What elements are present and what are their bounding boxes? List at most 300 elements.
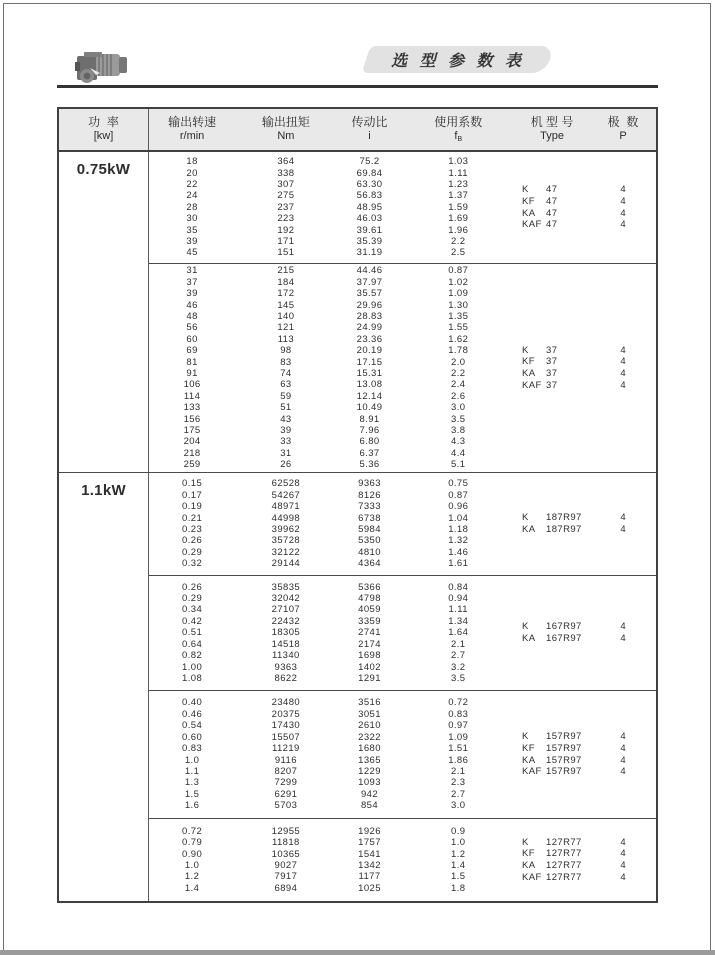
speed-value: 60 [186, 333, 198, 345]
speed-value: 1.4 [184, 882, 200, 894]
ratio-value: 4364 [358, 558, 381, 570]
torque-value: 307 [277, 178, 295, 190]
torque-value: 27107 [271, 604, 301, 616]
table-body [59, 152, 656, 901]
factor-value: 1.55 [448, 322, 469, 334]
torque-value: 192 [277, 224, 295, 236]
torque-value: 8207 [274, 765, 298, 777]
ratio-value: 1229 [358, 765, 381, 777]
factor-value: 1.02 [448, 276, 469, 288]
torque-value: 113 [277, 333, 295, 345]
torque-value: 32122 [271, 546, 301, 558]
speed-column [149, 819, 235, 901]
model-series: KA [522, 524, 536, 535]
torque-value: 184 [277, 276, 295, 288]
model-label [522, 345, 557, 357]
speed-value: 0.23 [182, 524, 203, 535]
factor-value: 3.2 [451, 661, 466, 673]
factor-value: 1.35 [448, 310, 469, 322]
factor-value: 1.69 [448, 213, 469, 225]
model-series: KAF [522, 766, 542, 778]
poles-column [590, 473, 656, 575]
speed-value: 1.08 [182, 672, 203, 684]
poles-value: 4 [620, 195, 626, 207]
factor-value: 1.61 [448, 558, 469, 570]
model-code: 187R97 [546, 512, 582, 524]
factor-column [402, 819, 514, 901]
poles-column [590, 576, 656, 690]
speed-column [149, 691, 235, 818]
factor-value: 1.11 [448, 167, 468, 179]
speed-value: 156 [183, 413, 201, 425]
model-label [522, 512, 582, 524]
model-series: KAF [522, 219, 542, 231]
factor-value: 1.8 [451, 882, 466, 894]
speed-value: 45 [186, 247, 198, 259]
header-ratio [337, 109, 403, 150]
torque-value: 9116 [274, 754, 297, 766]
ratio-value: 4810 [358, 546, 381, 558]
torque-value: 44998 [271, 512, 301, 524]
ratio-value: 1093 [358, 777, 381, 789]
speed-value: 0.60 [182, 731, 203, 743]
header-ratio-unit: i [368, 130, 371, 142]
torque-value: 275 [277, 190, 295, 202]
data-block [149, 818, 656, 901]
speed-value: 0.64 [182, 638, 203, 650]
model-code: 127R77 [546, 860, 582, 871]
poles-column [590, 691, 656, 818]
model-series: KA [522, 207, 536, 219]
speed-value: 0.40 [182, 697, 203, 709]
type-column [514, 576, 590, 690]
ratio-value: 1025 [358, 882, 381, 894]
table-header [59, 109, 656, 152]
factor-value: 1.09 [448, 288, 469, 300]
header-service-factor-unit [402, 129, 514, 147]
speed-value: 114 [183, 390, 201, 402]
speed-value: 0.19 [182, 501, 203, 513]
ratio-value: 8.91 [359, 413, 380, 425]
ratio-column [337, 473, 403, 575]
ratio-value: 28.83 [356, 310, 383, 322]
poles-value: 4 [620, 344, 626, 356]
power-cell [59, 152, 149, 472]
speed-value: 0.26 [182, 535, 203, 547]
model-series: K [522, 512, 529, 524]
speed-value: 0.82 [182, 650, 203, 662]
ratio-value: 5.36 [359, 459, 380, 471]
factor-value: 0.72 [448, 697, 469, 709]
model-code: 47 [546, 195, 558, 207]
model-label [522, 621, 582, 633]
model-series: K [522, 621, 529, 633]
speed-value: 39 [186, 288, 198, 300]
ratio-value: 6738 [358, 512, 381, 524]
speed-value: 46 [186, 299, 198, 311]
ratio-column [337, 819, 403, 901]
poles-value: 4 [620, 754, 626, 766]
torque-value: 63 [280, 379, 292, 391]
factor-value: 0.83 [448, 708, 469, 720]
model-label [522, 356, 557, 368]
model-code: 47 [546, 219, 558, 231]
page-bottom-edge [0, 950, 715, 955]
ratio-value: 17.15 [356, 356, 383, 368]
factor-value: 0.9 [451, 825, 466, 837]
ratio-value: 9363 [358, 478, 381, 490]
factor-value: 1.11 [448, 604, 468, 616]
power-section [59, 152, 656, 472]
factor-value: 2.3 [451, 777, 466, 789]
model-series: KA [522, 860, 536, 871]
factor-value: 0.96 [448, 501, 469, 513]
type-column [514, 691, 590, 818]
speed-value: 1.5 [184, 788, 200, 800]
type-column [514, 264, 590, 472]
speed-value: 106 [183, 379, 201, 391]
type-column [514, 152, 590, 263]
model-series: KAF [522, 379, 542, 391]
factor-value: 3.5 [451, 672, 466, 684]
speed-value: 0.26 [182, 581, 203, 593]
speed-value: 1.2 [184, 871, 200, 883]
ratio-value: 1541 [358, 848, 381, 860]
factor-value: 2.6 [451, 390, 466, 402]
factor-value: 0.84 [448, 581, 469, 593]
torque-column [235, 473, 336, 575]
factor-value: 0.94 [448, 593, 469, 605]
ratio-value: 3516 [358, 697, 381, 709]
torque-column [235, 691, 336, 818]
speed-value: 1.0 [184, 860, 200, 871]
speed-value: 0.21 [182, 512, 203, 524]
torque-value: 9027 [274, 860, 298, 871]
ratio-value: 48.95 [356, 201, 383, 213]
ratio-value: 56.83 [356, 190, 383, 202]
factor-value: 2.4 [451, 379, 466, 391]
model-code: 47 [546, 207, 558, 219]
factor-value: 2.7 [451, 788, 466, 800]
torque-value: 5703 [274, 800, 298, 812]
data-block [149, 152, 656, 263]
model-series: KF [522, 356, 535, 368]
header-poles [590, 109, 656, 150]
ratio-column [337, 264, 403, 472]
torque-value: 17430 [271, 720, 301, 732]
model-label [522, 208, 557, 220]
factor-value: 0.97 [448, 720, 469, 732]
torque-value: 26 [280, 459, 292, 471]
speed-value: 35 [186, 224, 198, 236]
factor-value: 1.37 [448, 190, 469, 202]
torque-value: 6894 [274, 882, 298, 894]
model-series: KF [522, 848, 535, 860]
model-series: KA [522, 633, 536, 644]
ratio-value: 15.31 [356, 368, 383, 379]
ratio-value: 1365 [358, 754, 381, 766]
torque-value: 74 [280, 368, 292, 379]
speed-value: 175 [183, 425, 201, 437]
poles-value: 4 [620, 633, 626, 644]
factor-value: 3.5 [451, 413, 466, 425]
torque-value: 39962 [271, 524, 301, 535]
speed-value: 0.29 [182, 546, 203, 558]
ratio-value: 1342 [358, 860, 381, 871]
model-label [522, 184, 557, 196]
ratio-value: 13.08 [356, 379, 383, 391]
torque-value: 10365 [271, 848, 301, 860]
factor-value: 1.04 [448, 512, 469, 524]
torque-value: 98 [280, 345, 292, 357]
ratio-value: 2322 [358, 731, 381, 743]
torque-value: 171 [277, 236, 295, 248]
model-code: 127R77 [546, 848, 582, 860]
speed-value: 1.6 [184, 800, 200, 812]
ratio-column [337, 691, 403, 818]
poles-value: 4 [620, 184, 626, 196]
model-series: KA [522, 368, 536, 379]
ratio-value: 35.39 [356, 236, 383, 248]
model-code: 127R77 [546, 836, 582, 848]
factor-value: 1.0 [451, 837, 466, 849]
speed-value: 48 [186, 310, 198, 322]
torque-value: 338 [277, 167, 295, 179]
power-cell [59, 473, 149, 901]
speed-value: 91 [186, 368, 198, 379]
torque-value: 14518 [271, 638, 301, 650]
model-label [522, 380, 557, 392]
header-service-factor-cn: 使用系数 [434, 115, 483, 129]
header-power-unit: [kw] [93, 130, 114, 142]
factor-value: 2.2 [451, 368, 466, 379]
ratio-blocks [149, 152, 656, 472]
factor-value: 1.86 [448, 754, 469, 766]
speed-value: 0.29 [182, 593, 203, 605]
torque-value: 364 [277, 156, 295, 168]
ratio-value: 854 [361, 800, 379, 812]
torque-value: 23480 [271, 697, 301, 709]
torque-column [235, 264, 336, 472]
factor-value: 1.03 [448, 156, 469, 168]
poles-column [590, 264, 656, 472]
torque-value: 31 [280, 447, 292, 459]
torque-value: 43 [280, 413, 292, 425]
ratio-value: 5350 [358, 535, 381, 547]
factor-value: 1.5 [451, 871, 466, 883]
torque-value: 12955 [271, 825, 301, 837]
model-code: 157R97 [546, 731, 582, 743]
speed-column [149, 473, 235, 575]
ratio-value: 44.46 [356, 265, 383, 277]
poles-column [590, 819, 656, 901]
ratio-value: 3359 [358, 615, 381, 627]
torque-value: 22432 [271, 615, 301, 627]
type-column [514, 819, 590, 901]
speed-value: 0.46 [182, 708, 203, 720]
speed-value: 37 [186, 276, 198, 288]
header-speed [149, 109, 235, 150]
factor-value: 2.1 [451, 638, 466, 650]
speed-value: 259 [183, 459, 201, 471]
model-code: 37 [546, 379, 558, 391]
ratio-value: 12.14 [356, 390, 383, 402]
speed-value: 0.83 [182, 743, 203, 755]
ratio-value: 2174 [358, 638, 381, 650]
poles-value: 4 [620, 356, 626, 368]
ratio-value: 3051 [358, 708, 381, 720]
torque-value: 33 [280, 436, 292, 448]
header-type-unit: Type [540, 130, 564, 142]
speed-value: 0.79 [182, 837, 203, 849]
ratio-value: 7333 [358, 501, 381, 513]
speed-value: 1.0 [184, 754, 200, 766]
factor-column [402, 264, 514, 472]
header-data-columns [149, 109, 656, 150]
speed-value: 0.15 [182, 478, 203, 490]
model-label [522, 368, 557, 380]
factor-value: 1.51 [448, 743, 469, 755]
torque-value: 39 [280, 425, 292, 437]
ratio-value: 6.37 [359, 447, 380, 459]
speed-value: 0.32 [182, 558, 203, 570]
ratio-value: 20.19 [356, 345, 383, 357]
data-block [149, 263, 656, 472]
speed-value: 0.34 [182, 604, 203, 616]
poles-value: 4 [620, 621, 626, 633]
header-rule [57, 85, 658, 88]
model-series: KF [522, 195, 535, 207]
model-series: K [522, 184, 529, 196]
speed-column [149, 576, 235, 690]
power-label: 0.75kW [76, 161, 131, 178]
ratio-value: 46.03 [356, 213, 383, 225]
power-label: 1.1kW [81, 482, 126, 499]
torque-value: 223 [277, 213, 295, 225]
torque-value: 121 [277, 322, 295, 334]
model-label [522, 743, 582, 755]
poles-value: 4 [620, 207, 626, 219]
ratio-value: 4059 [358, 604, 381, 616]
model-series: KF [522, 742, 535, 754]
model-label [522, 848, 582, 860]
torque-value: 83 [280, 356, 292, 368]
model-label [522, 860, 582, 872]
ratio-value: 8126 [358, 489, 381, 501]
poles-value: 4 [620, 379, 626, 391]
header-torque-unit: Nm [277, 130, 295, 142]
factor-symbol: f [454, 130, 458, 142]
factor-value: 0.75 [448, 478, 469, 490]
speed-value: 20 [186, 167, 198, 179]
title-banner [366, 46, 550, 73]
power-section [59, 472, 656, 901]
model-series: KAF [522, 871, 542, 883]
header-torque [235, 109, 336, 150]
torque-value: 59 [280, 390, 292, 402]
model-series: K [522, 836, 529, 848]
factor-value: 1.18 [448, 524, 469, 535]
factor-value: 1.23 [448, 178, 469, 190]
torque-value: 9363 [274, 661, 298, 673]
torque-value: 145 [277, 299, 295, 311]
factor-value: 4.4 [451, 447, 466, 459]
speed-value: 0.90 [182, 848, 203, 860]
header-poles-cn: 极 数 [607, 115, 639, 129]
type-column [514, 473, 590, 575]
ratio-value: 4798 [358, 593, 381, 605]
model-label [522, 766, 582, 778]
torque-value: 32042 [271, 593, 301, 605]
poles-value: 4 [620, 860, 626, 871]
ratio-value: 5366 [358, 581, 381, 593]
factor-value: 1.09 [448, 731, 469, 743]
speed-value: 31 [186, 265, 198, 277]
model-code: 187R97 [546, 524, 582, 535]
ratio-value: 1757 [358, 837, 381, 849]
factor-value: 4.3 [451, 436, 466, 448]
poles-value: 4 [620, 731, 626, 743]
factor-value: 0.87 [448, 489, 469, 501]
torque-value: 29144 [271, 558, 301, 570]
header-type-cn: 机 型 号 [530, 115, 574, 129]
poles-value: 4 [620, 871, 626, 883]
torque-value: 7917 [274, 871, 298, 883]
torque-value: 8622 [274, 672, 298, 684]
model-code: 127R77 [546, 871, 582, 883]
poles-value: 4 [620, 368, 626, 379]
factor-value: 1.34 [448, 615, 469, 627]
speed-value: 1.3 [184, 777, 200, 789]
ratio-value: 63.30 [356, 178, 383, 190]
speed-value: 133 [183, 402, 201, 414]
factor-column [402, 152, 514, 263]
factor-value: 2.7 [451, 650, 466, 662]
factor-value: 1.59 [448, 201, 469, 213]
speed-value: 69 [186, 345, 198, 357]
ratio-value: 1680 [358, 743, 381, 755]
ratio-value: 2741 [358, 627, 381, 639]
model-code: 47 [546, 184, 558, 196]
ratio-blocks [149, 473, 656, 901]
torque-value: 140 [277, 310, 295, 322]
model-series: K [522, 344, 529, 356]
poles-value: 4 [620, 512, 626, 524]
poles-value: 4 [620, 766, 626, 778]
model-label [522, 837, 582, 849]
header-poles-unit: P [619, 130, 627, 142]
speed-column [149, 152, 235, 263]
ratio-value: 1177 [358, 871, 381, 883]
factor-value: 3.0 [451, 800, 466, 812]
factor-symbol-sub: B [457, 136, 463, 143]
model-code: 37 [546, 344, 558, 356]
header-speed-cn: 输出转速 [168, 115, 217, 129]
ratio-value: 7.96 [359, 425, 380, 437]
ratio-value: 6.80 [359, 436, 380, 448]
data-block [149, 690, 656, 818]
torque-column [235, 152, 336, 263]
torque-value: 151 [277, 247, 295, 259]
poles-value: 4 [620, 848, 626, 860]
ratio-value: 5984 [358, 524, 381, 535]
speed-value: 218 [183, 447, 201, 459]
torque-value: 48971 [271, 501, 301, 513]
model-series: K [522, 731, 529, 743]
speed-value: 204 [183, 436, 201, 448]
poles-value: 4 [620, 219, 626, 231]
model-code: 37 [546, 356, 558, 368]
